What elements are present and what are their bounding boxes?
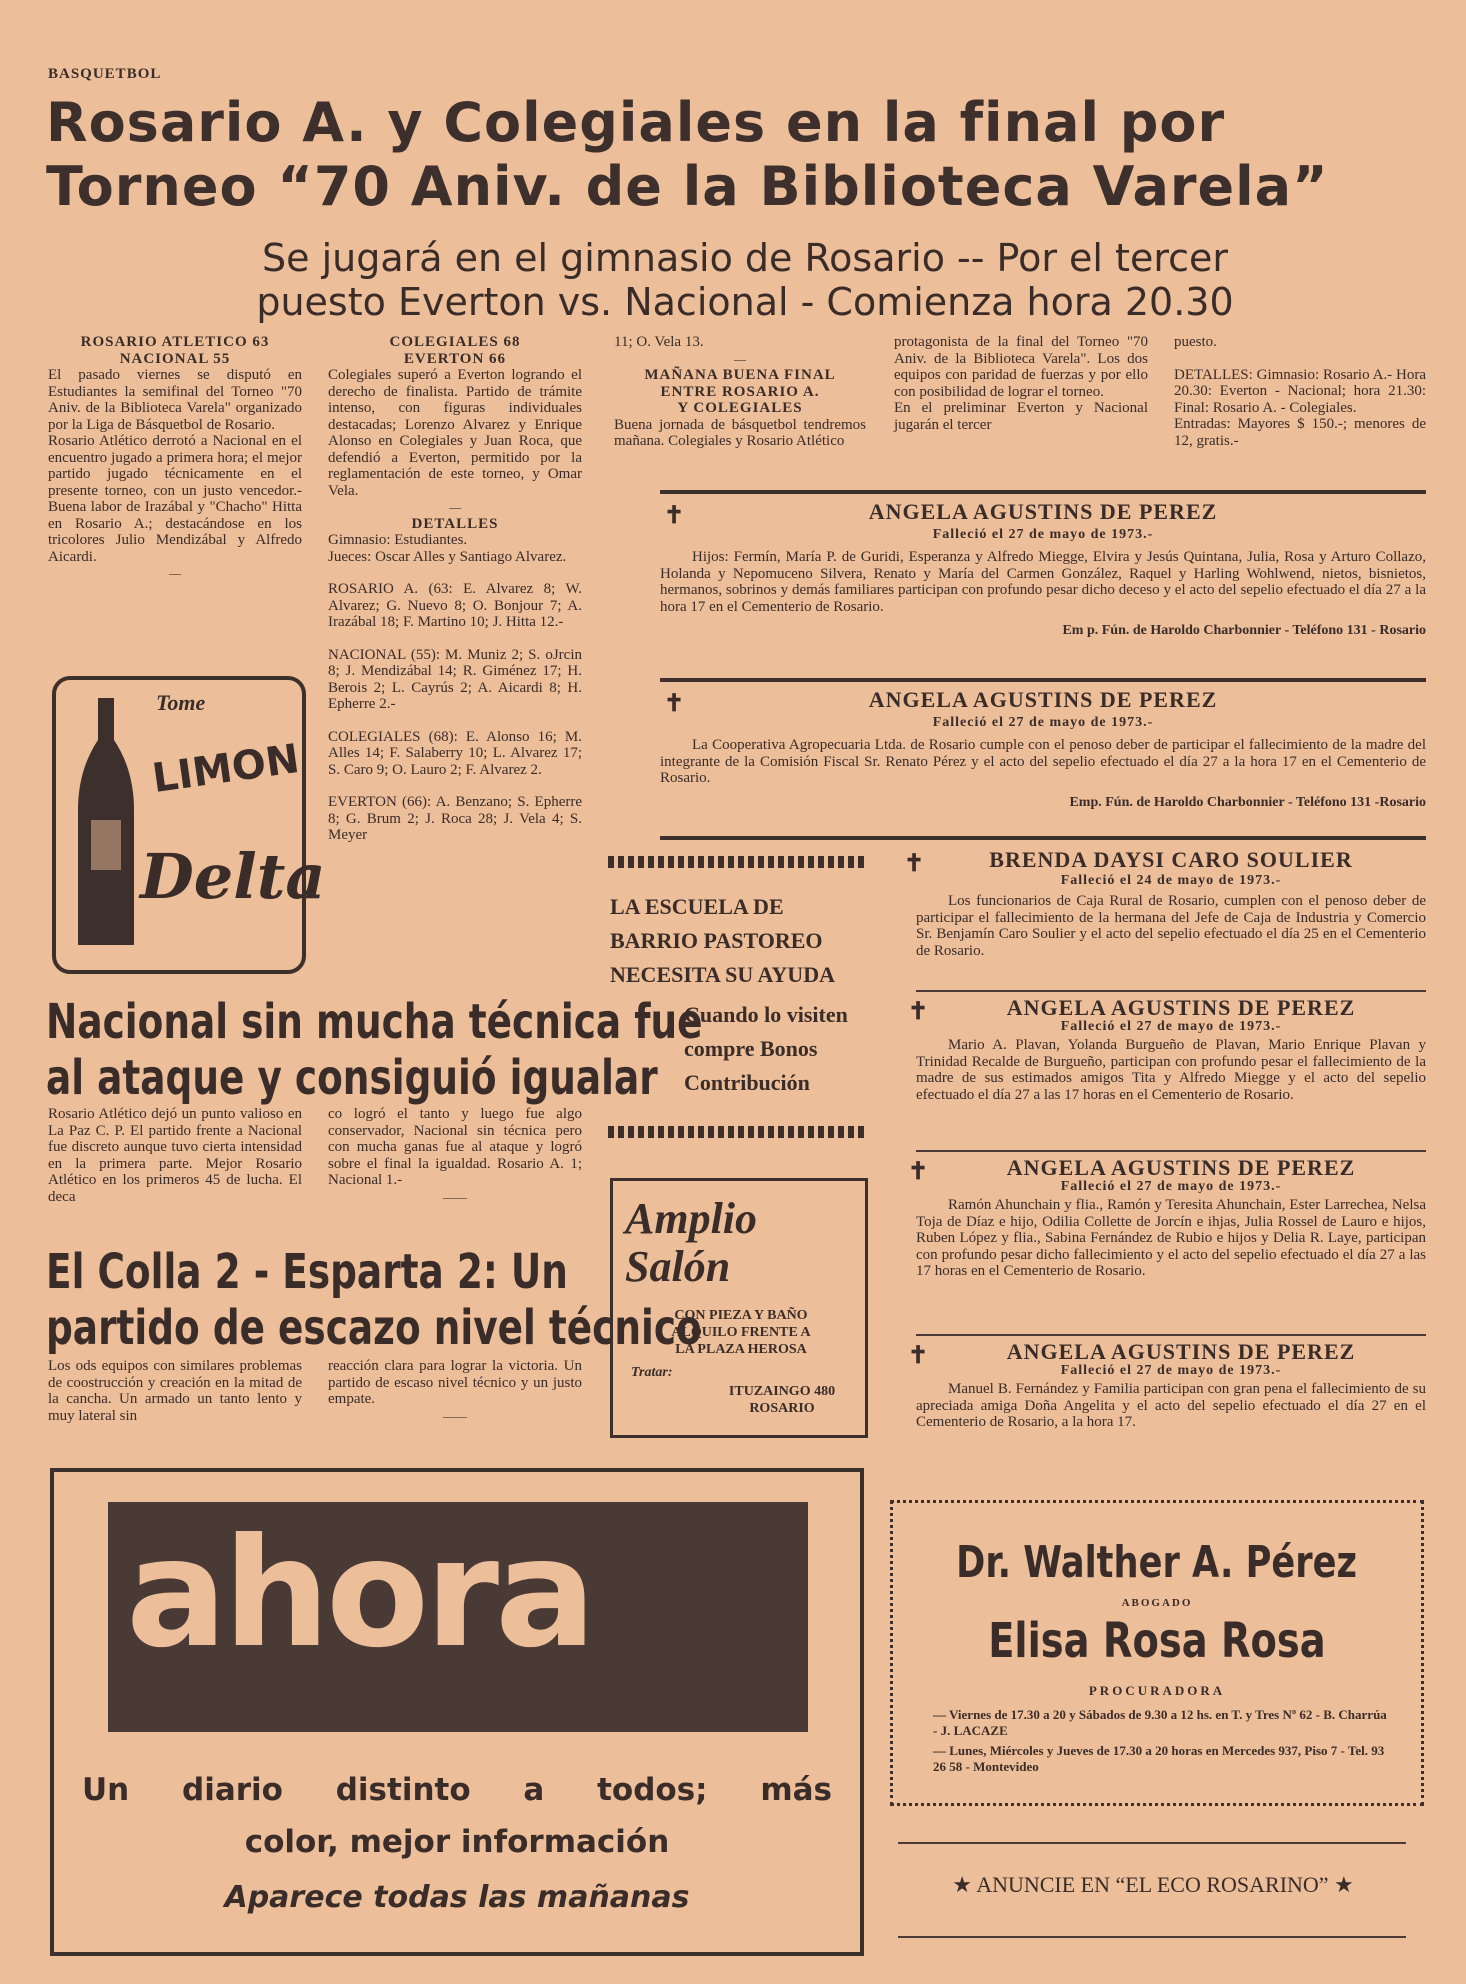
obituary-body: La Cooperativa Agropecuaria Ltda. de Rosario cumple con el penoso deber de participar el fallecimiento de la madre del integrante de la Comisión Fiscal Sr. Renato Pérez y el acto del sepelio efectuado el día 27 a la hora 17 en el Cementerio de Rosario. <box>660 737 1426 786</box>
anuncie-banner: ★ ANUNCIE EN “EL ECO ROSARINO” ★ <box>952 1872 1354 1897</box>
obituary-date: Falleció el 27 de mayo de 1973.- <box>1060 1178 1282 1194</box>
procuradora-name: Elisa Rosa Rosa <box>988 1613 1326 1669</box>
lineup-rosario: ROSARIO A. (63: E. Alvarez 8; W. Alvarez; G. Nuevo 8; O. Bonjour 7; A. Irazábal 18; F. Martino 10; J. Hitta 12.- <box>328 581 582 630</box>
ad-tome: Tome <box>156 690 206 715</box>
obituary-date: Falleció el 24 de mayo de 1973.- <box>1060 872 1282 888</box>
details-heading: DETALLES <box>411 515 499 532</box>
obituary-name: ANGELA AGUSTINS DE PEREZ <box>1006 995 1356 1020</box>
separator: — <box>449 500 461 514</box>
lineup-nacional: NACIONAL (55): M. Muniz 2; S. oJrcin 8; J. Mendizábal 14; R. Giménez 17; H. Berois 2; L. Cayrús 2; A. Aicardi 8; H. Epherre 2.- <box>328 646 582 712</box>
lawyer-title: ABOGADO <box>1121 1597 1193 1609</box>
obituary-body: Manuel B. Fernández y Familia participan con gran pena el fallecimiento de su apreciada amiga Doña Angelita y el acto del sepelio efectuado el día 27 en el Cementerio de Rosario, a la hora 17. <box>916 1381 1426 1430</box>
salon-address <box>707 1383 857 1417</box>
obituary-date: Falleció el 27 de mayo de 1973.- <box>1060 1362 1282 1378</box>
story2-right-column <box>328 1106 582 1205</box>
divider <box>916 990 1426 992</box>
lawyer-name-wrap <box>893 1537 1421 1588</box>
ahora-ad <box>50 1468 864 1956</box>
ahora-line1: Un diario distinto a todos; más <box>82 1772 832 1808</box>
salon-details <box>631 1307 851 1358</box>
obituary-name: BRENDA DAYSI CARO SOULIER <box>989 847 1353 872</box>
deck-line2: puesto Everton vs. Nacional - Comienza hora 20.30 <box>256 280 1234 324</box>
cross-icon: ✝ <box>908 1343 929 1369</box>
obituary <box>908 1155 1426 1280</box>
divider <box>660 836 1426 840</box>
main-headline-line2: Torneo “70 Aniv. de la Biblioteca Varela” <box>46 155 1329 218</box>
lineup-continuation: 11; O. Vela 13. <box>614 334 704 350</box>
divider <box>898 1842 1406 1844</box>
divider <box>660 678 1426 682</box>
story2-headline: al ataque y consiguió igualar <box>46 1050 658 1106</box>
ahora-logo-block <box>108 1502 808 1732</box>
obituary-name: ANGELA AGUSTINS DE PEREZ <box>868 499 1218 524</box>
divider <box>916 1150 1426 1152</box>
salon-address-line: ROSARIO <box>749 1401 815 1416</box>
ad-brand-delta: Delta <box>140 840 326 913</box>
tickets-paragraph: Entradas: Mayores $ 150.-; menores de 12, gratis.- <box>1174 416 1426 449</box>
obituary <box>908 1339 1426 1431</box>
story-column-2 <box>328 334 582 844</box>
score-heading: NACIONAL 55 <box>119 350 231 367</box>
story-paragraph: Colegiales superó a Everton logrando el derecho de finalista. Partido de trámite intenso, con figuras individuales destacadas; Lorenzo Alvarez y Enrique Alonso en Colegiales y Juan Roca, que defendió a Everton, permitido por la reglamentación de este torneo, y Omar Vela. <box>328 367 582 499</box>
obituary-date: Falleció el 27 de mayo de 1973.- <box>932 714 1154 730</box>
funeral-home: Emp. Fún. de Haroldo Charbonnier - Teléfono 131 -Rosario <box>1069 794 1426 810</box>
school-sub: compre Bonos <box>684 1036 818 1061</box>
procuradora-name-wrap <box>893 1613 1421 1669</box>
end-rule: —— <box>443 1408 467 1423</box>
office-hours-1: — Viernes de 17.30 a 20 y Sábados de 9.30 a 12 hs. en T. y Tres Nº 62 - B. Charrúa - J. LACAZE <box>933 1707 1387 1738</box>
score-heading: COLEGIALES 68 <box>389 334 521 350</box>
score-heading: EVERTON 66 <box>403 350 507 367</box>
score-heading: ROSARIO ATLETICO 63 <box>80 334 270 350</box>
lineup-colegiales: COLEGIALES (68): E. Alonso 16; M. Alles 14; F. Salaberry 10; L. Alvarez 17; S. Caro 9; O. Lauro 2; F. Alvarez 2. <box>328 728 582 778</box>
divider <box>660 490 1426 494</box>
story-paragraph: puesto. <box>1174 334 1217 350</box>
obituary-body: Los funcionarios de Caja Rural de Rosario, cumplen con el penoso deber de participar el fallecimiento de la hermana del Jefe de Caja de Industria y Comercio Sr. Benjamín Caro Soulier y el acto del sepelio efectuado el día 25 en el Cementerio de Rosario. <box>916 893 1426 959</box>
deck-line1: Se jugará en el gimnasio de Rosario -- Por el tercer <box>261 236 1229 280</box>
story3-headline: partido de escazo nivel técnico <box>46 1300 702 1356</box>
subhead-line: MAÑANA BUENA FINAL <box>644 367 836 383</box>
obituary-body: Ramón Ahunchain y flia., Ramón y Teresita Ahunchain, Ester Larrechea, Nelsa Toja de Díaz e hijo, Odilia Collette de Jorcín e ihjas, Julia Rossel de Lauro e hijos, Ruben López y flia., Sabina Fernández de Rubio e hijos y Delia R. Laye, participan con profundo pesar dicho fallecimiento y el acto del sepelio efectuado el día 27 a las 17 horas en el Cementerio de Rosario. <box>916 1197 1426 1279</box>
school-sub: Cuando lo visiten <box>684 1002 848 1027</box>
cross-icon: ✝ <box>904 851 925 877</box>
story-paragraph: co logró el tanto y luego fue algo conservador, Nacional sin técnica pero con mucha ganas fue al ataque y logró sobre el final la igualdad. Rosario A. 1; Nacional 1.- <box>328 1106 582 1188</box>
school-line: LA ESCUELA DE <box>610 894 784 919</box>
salon-line: ALQUILO FRENTE A <box>671 1325 811 1340</box>
subhead-line: Y COLEGIALES <box>677 400 803 416</box>
section-label: BASQUETBOL <box>48 66 162 82</box>
story-paragraph: reacción clara para lograr la victoria. Un partido de escaso nivel técnico y un justo empate. <box>328 1358 582 1407</box>
cross-icon: ✝ <box>908 999 929 1025</box>
obituary-name: ANGELA AGUSTINS DE PEREZ <box>1006 1339 1356 1364</box>
details-gym: Gimnasio: Estudiantes. <box>328 532 468 548</box>
lawyer-ad <box>890 1500 1424 1806</box>
cross-icon: ✝ <box>664 503 685 529</box>
story-paragraph: Buena jornada de básquetbol tendremos mañana. Colegiales y Rosario Atlético <box>614 416 866 449</box>
obituary-body: Mario A. Plavan, Yolanda Burgueño de Plavan, Mario Enrique Plavan y Trinidad Recalde de Burgueño, participan con profundo pesar el fallecimiento de la madre de sus estimados amigos Tita y Alfredo Miegge y el acto del sepelio efectuado el día 27 a las 17 horas en el Cementerio de Rosario. <box>916 1037 1426 1103</box>
ahora-line2: color, mejor información <box>244 1824 670 1860</box>
story-column-1 <box>48 334 302 582</box>
divider <box>898 1936 1406 1938</box>
separator: — <box>734 351 746 366</box>
obituary <box>660 499 1426 640</box>
story-column-5 <box>1174 334 1426 449</box>
salon-title-1: Amplio <box>625 1194 758 1243</box>
ad-limon: LIMON <box>149 735 303 803</box>
salon-title-2: Salón <box>625 1242 731 1291</box>
school-line: NECESITA SU AYUDA <box>610 962 835 987</box>
lawyer-name: Dr. Walther A. Pérez <box>956 1537 1358 1588</box>
cross-icon: ✝ <box>664 691 685 717</box>
story3-left-column: Los ods equipos con similares problemas de coostrucción y creación en la mitad de la cancha. Un armado un tanto lento y muy lateral sin <box>48 1358 302 1424</box>
school-sub: Contribución <box>684 1070 810 1095</box>
obituary-name: ANGELA AGUSTINS DE PEREZ <box>1006 1155 1356 1180</box>
bottle-icon <box>56 680 302 970</box>
end-rule: —— <box>443 1189 467 1204</box>
ahora-logo: ahora <box>126 1507 593 1681</box>
story3-right-column <box>328 1358 582 1424</box>
cross-icon: ✝ <box>908 1159 929 1185</box>
procuradora-title: PROCURADORA <box>1088 1683 1226 1698</box>
story2-left-column: Rosario Atlético dejó un punto valioso en La Paz C. P. El partido frente a Nacional fue discreto aunque tuvo cierta intensidad en la primera parte. Mejor Rosario Atlético en los primeros 45 de lucha. El deca <box>48 1106 302 1205</box>
ahora-line3: Aparece todas las mañanas <box>224 1880 690 1915</box>
story3-headline: El Colla 2 - Esparta 2: Un <box>46 1244 568 1300</box>
obituary-date: Falleció el 27 de mayo de 1973.- <box>1060 1018 1282 1034</box>
story-column-4 <box>894 334 1148 433</box>
salon-line: CON PIEZA Y BAÑO <box>674 1308 808 1323</box>
school-line: BARRIO PASTOREO <box>610 928 823 953</box>
story-paragraph: protagonista de la final del Torneo "70 Aniv. de la Biblioteca Varela". Los dos equipos con paridad de fuerzas y por ello con posibilidad de lograr el torneo. <box>894 334 1148 400</box>
story2-headline: Nacional sin mucha técnica fue <box>46 994 703 1050</box>
office-hours-2: — Lunes, Miércoles y Jueves de 17.30 a 20 horas en Mercedes 937, Piso 7 - Tel. 93 26 58 - Montevideo <box>933 1743 1385 1774</box>
subhead-line: ENTRE ROSARIO A. <box>660 383 820 400</box>
story-column-3 <box>614 334 866 450</box>
story-paragraph: Rosario Atlético derrotó a Nacional en el encuentro jugado a primera hora; el mejor partido jugado técnicamente en el presente torneo, con un justo vencedor.- Buena labor de Irazábal y "Chacho" Hitta en Rosario A.; destacándose en los tricolores Julio Mendizábal y Alfredo Aicardi. <box>48 433 302 565</box>
funeral-home: Em p. Fún. de Haroldo Charbonnier - Teléfono 131 - Rosario <box>1062 623 1426 638</box>
salon-ad <box>610 1178 868 1438</box>
divider <box>916 1334 1426 1336</box>
salon-line: LA PLAZA HEROSA <box>675 1342 807 1357</box>
school-ad <box>610 890 880 1100</box>
obituary <box>908 995 1426 1103</box>
delta-lemon-ad <box>52 676 326 974</box>
details-referees: Jueces: Oscar Alles y Santiago Alvarez. <box>328 548 567 565</box>
lineup-everton: EVERTON (66): A. Benzano; S. Epherre 8; G. Brum 2; J. Roca 28; J. Vela 4; S. Meyer <box>328 794 582 843</box>
salon-address-line: ITUZAINGO 480 <box>728 1384 836 1399</box>
story-paragraph: En el preliminar Everton y Nacional jugarán el tercer <box>894 400 1148 433</box>
obituary-body: Hijos: Fermín, María P. de Guridi, Esperanza y Alfredo Miegge, Elvira y Jesús Quintana, Julia, Rosa y Arturo Collazo, Holanda y Nepomuceno Silvera, Renato y María del Carmen González, Raquel y Harling Wohlwend, nietos, bisnietos, hermanos, sobrinos y demás familiares participan con profundo pesar dicho deceso y el acto del sepelio efectuado el día 27 a la hora 17 en el Cementerio de Rosario. <box>660 549 1426 615</box>
obituary-date: Falleció el 27 de mayo de 1973.- <box>932 526 1154 542</box>
zigzag-border-top <box>608 856 864 868</box>
details-paragraph: DETALLES: Gimnasio: Rosario A.- Hora 20.30: Everton - Nacional; hora 21.30: Final: Rosario A. - Colegiales. <box>1174 366 1426 416</box>
main-headline-line1: Rosario A. y Colegiales en la final por <box>46 91 1226 154</box>
obituary <box>660 687 1426 811</box>
story-paragraph: El pasado viernes se disputó en Estudiantes la semifinal del Torneo "70 Aniv. de la Biblioteca Varela" organizado por la Liga de Básquetbol de Rosario. <box>48 367 302 433</box>
salon-tratar: Tratar: <box>631 1365 673 1380</box>
obituary-name: ANGELA AGUSTINS DE PEREZ <box>868 687 1218 712</box>
zigzag-border-bottom <box>608 1126 864 1138</box>
obituary <box>904 847 1426 959</box>
end-rule: — <box>169 566 181 580</box>
